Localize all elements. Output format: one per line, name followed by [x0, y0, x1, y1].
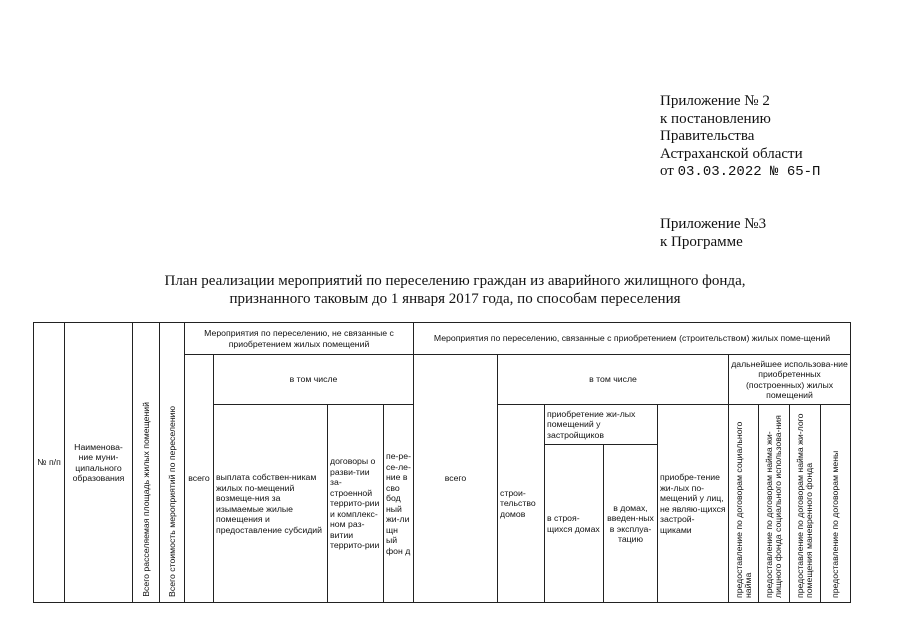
header-contracts: договоры о разви-тии за-строенной террито-рии и комплекс-ном раз-витии террито-рии [328, 405, 384, 603]
appendix-program-line: к Программе [660, 233, 743, 250]
header-incl-related: в том числе [498, 355, 729, 405]
resettlement-plan-table [33, 322, 851, 603]
header-construction: строи-тельство домов [498, 405, 545, 603]
document-title [60, 272, 850, 308]
appendix-resolution-line: к постановлению [660, 110, 771, 127]
header-social-hire [729, 405, 759, 603]
header-maneuver-fund [790, 405, 821, 603]
document-title-line: План реализации мероприятий по переселению граждан из аварийного жилищного фонда, [164, 273, 746, 289]
document-title-line: признанного таковым до 1 января 2017 года, по способам переселения [229, 291, 681, 307]
header-municipality: Наименова-ние муни-ципального образования [65, 323, 133, 603]
date-value: 03.03.2022 № 65-П [677, 164, 821, 180]
header-purchase-developers: приобретение жи-лых помещений у застройщиков [545, 405, 658, 445]
header-group-related: Мероприятия по переселению, связанные с приобретением (строительством) жилых поме-щений [414, 323, 851, 355]
header-free-fund: пе-ре-се-ле-ние в сво бод ный жи-ли щн ый фон д [384, 405, 414, 603]
header-purchase-nondevelopers: приобре-тение жи-лых по-мещений у лиц, не являю-щихся застрой-щиками [658, 405, 729, 603]
header-social-hire-text: предоставление по договорам социального найма [733, 421, 753, 598]
header-payment: выплата собствен-никам жилых по-мещений возмеще-ния за изымаемые жилые помещения и предоставление субсидий [214, 405, 328, 603]
header-social-fund-text: предоставление по договорам найма жи-лищного фонда социального использова-ния [764, 414, 783, 598]
header-total-not-related: всего [185, 355, 214, 603]
appendix-resolution-date [660, 163, 900, 182]
header-num: № п/п [34, 323, 65, 603]
header-total-cost [160, 323, 185, 603]
date-prefix: от [660, 163, 674, 179]
appendix-resolution [660, 93, 900, 182]
header-under-construction: в строя-щихся домах [545, 445, 604, 603]
header-incl-not-related: в том числе [214, 355, 414, 405]
header-total-cost-text: Всего стоимость мероприятий по переселению [166, 405, 177, 597]
header-exchange-text: предоставление по договорам мены [830, 450, 841, 598]
header-maneuver-fund-text: предоставление по договорам найма жи-лого помещения маневренного фонда [795, 413, 814, 598]
header-commissioned: в домах, введен-ных в эксплуа-тацию [604, 445, 658, 603]
appendix-resolution-line: Приложение № 2 [660, 93, 770, 109]
header-total-area [133, 323, 160, 603]
appendix-resolution-line: Астраханской области [660, 145, 803, 162]
appendix-resolution-line: Правительства [660, 128, 755, 144]
appendix-program-line: Приложение №3 [660, 216, 767, 232]
appendix-program [660, 216, 900, 251]
header-total-related: всего [414, 355, 498, 603]
header-exchange [821, 405, 851, 603]
header-group-not-related: Мероприятия по переселению, не связанные с приобретением жилых помещений [185, 323, 414, 355]
header-total-area-text: Всего расселяемая площадь жилых помещений [140, 401, 151, 597]
header-social-fund [759, 405, 790, 603]
header-further-use: дальнейшее использова-ние приобретенных (построенных) жилых помещений [729, 355, 851, 405]
